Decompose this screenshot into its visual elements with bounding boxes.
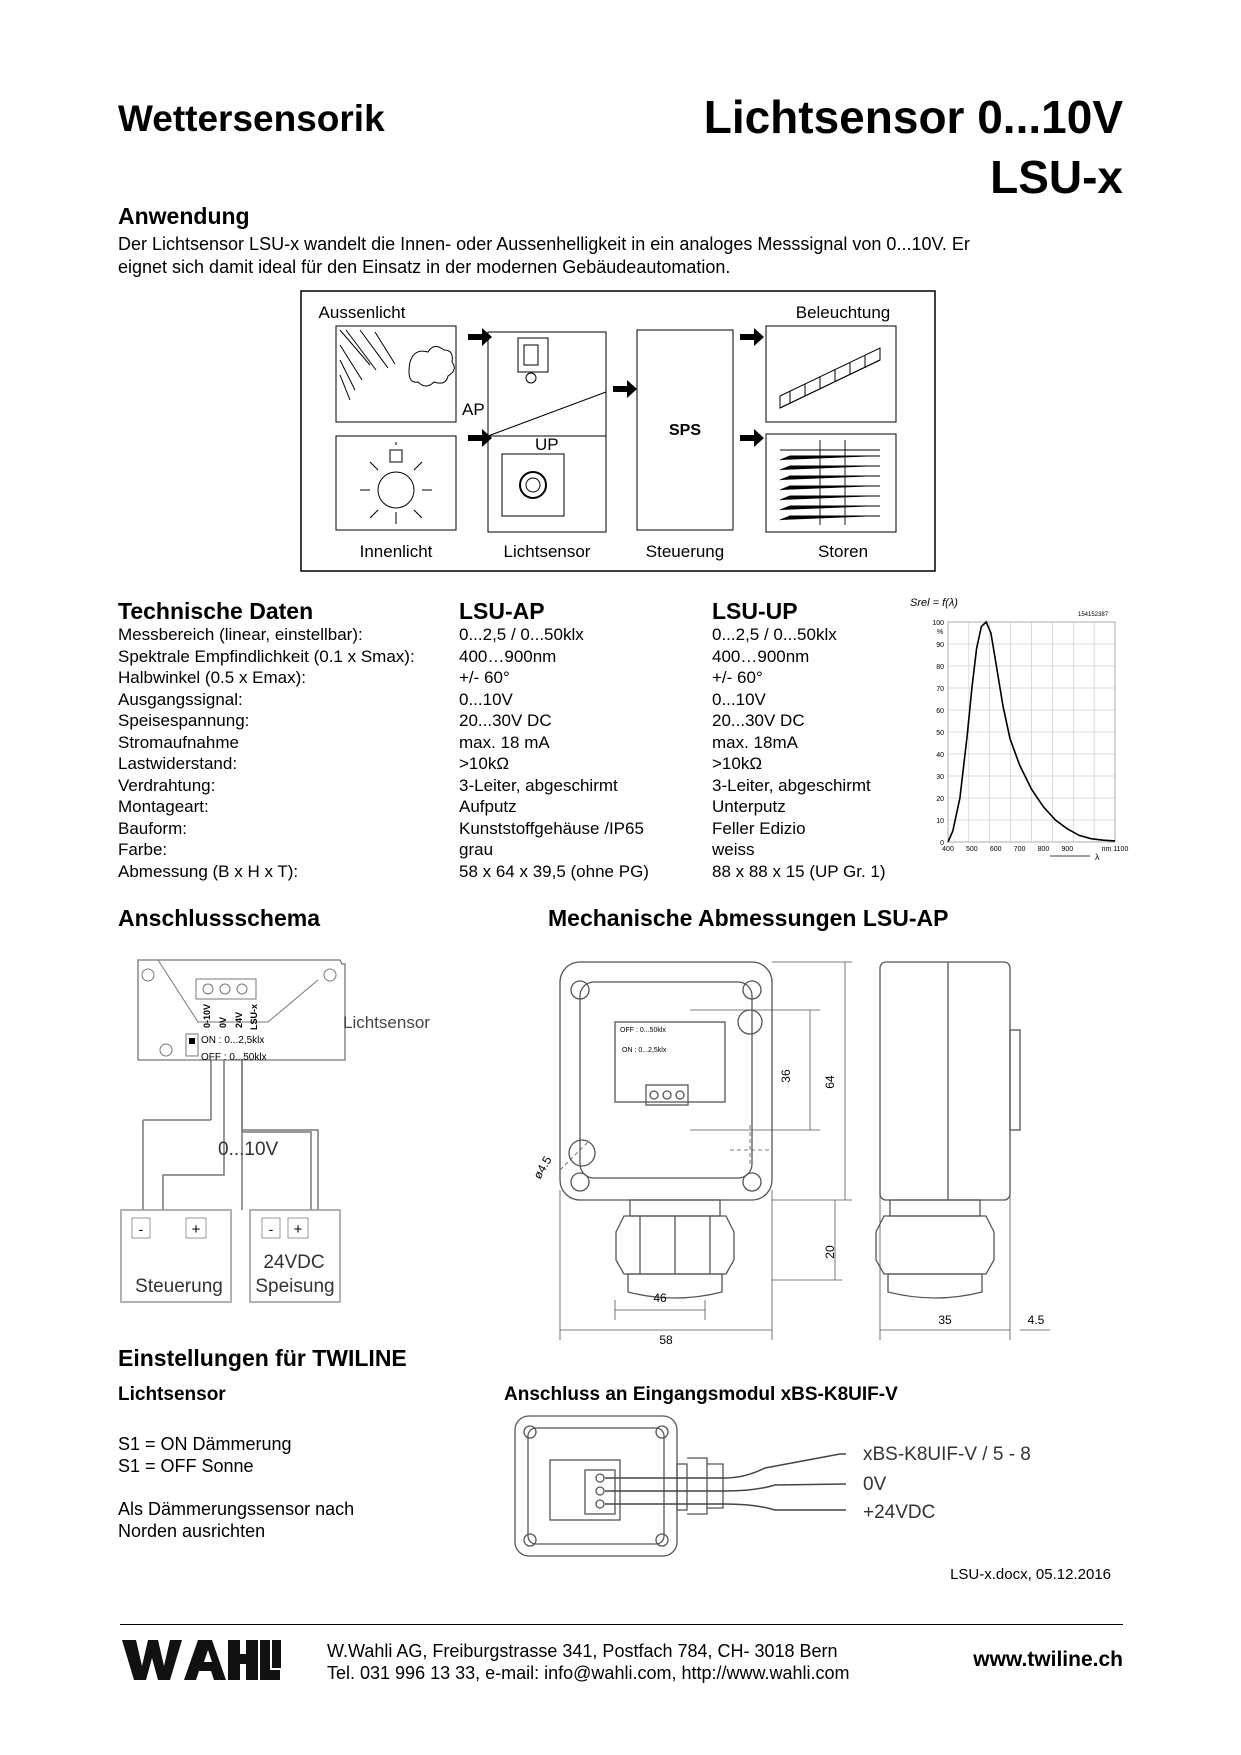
spectral-sensitivity-chart: [900, 592, 1132, 864]
tech-ap-cell: Kunststoffgehäuse /IP65: [459, 818, 644, 838]
section-title: Wettersensorik: [118, 98, 385, 139]
tech-ap-cell: >10kΩ: [459, 754, 510, 773]
spectrum-y-tick: 90: [936, 642, 944, 649]
tech-up-cell: weiss: [712, 840, 755, 859]
label-aussenlicht: Aussenlicht: [318, 303, 406, 322]
mech-on-label: ON : 0...2,5klx: [622, 1047, 667, 1054]
s1-on-text: S1 = ON Dämmerung: [118, 1434, 292, 1454]
tech-ap-cell: Aufputz: [459, 797, 517, 816]
ceiling-light-icon: [766, 326, 896, 422]
anwendung-text-1: Der Lichtsensor LSU-x wandelt die Innen- oder Aussenhelligkeit in ein analoges Messsignal von 0...10V. Er: [118, 234, 970, 254]
footer-divider: [120, 1624, 1123, 1625]
wahli-logo: [122, 1638, 282, 1682]
spectrum-x-tick: 600: [989, 846, 1002, 853]
spectrum-x-symbol: λ: [1095, 852, 1100, 862]
col-ap-heading: LSU-AP: [459, 598, 545, 624]
dim-46: 46: [653, 1291, 667, 1305]
dim-64: 64: [823, 1075, 837, 1089]
tech-up-cell: 20...30V DC: [712, 711, 805, 730]
tech-up-cell: 400…900nm: [712, 646, 810, 666]
anschluss-heading: Anschlussschema: [118, 905, 320, 931]
spectrum-code: 154152387: [1078, 612, 1109, 618]
spectrum-y-tick: 30: [936, 774, 944, 781]
terminal-label-0v: 0V: [218, 1016, 228, 1028]
tech-ap-cell: 3-Leiter, abgeschirmt: [459, 775, 618, 795]
spectrum-y-tick: 60: [936, 708, 944, 715]
label-innenlicht: Innenlicht: [359, 542, 433, 561]
label-beleuchtung: Beleuchtung: [795, 303, 891, 322]
tech-ap-cell: 0...10V: [459, 689, 513, 709]
mech-off-label: OFF : 0...50klx: [620, 1027, 666, 1034]
spectrum-y-tick: 0: [940, 840, 944, 847]
tech-up-cell: +/- 60°: [712, 668, 763, 687]
tech-up-cell: 3-Leiter, abgeschirmt: [712, 775, 871, 795]
dim-58: 58: [659, 1333, 673, 1347]
supply-voltage-label: 24VDC: [263, 1252, 325, 1273]
label-steuerung: Steuerung: [645, 542, 725, 561]
tech-up-cell: >10kΩ: [712, 754, 763, 773]
tech-label-cell: Messbereich (linear, einstellbar):: [118, 625, 363, 644]
mechanical-drawing: [520, 950, 1080, 1350]
tech-ap-cell: 0...2,5 / 0...50klx: [459, 625, 584, 644]
note-line-2: Norden ausrichten: [118, 1521, 266, 1541]
tech-ap-cell: 400…900nm: [459, 646, 557, 666]
module-line-3: +24VDC: [863, 1502, 936, 1523]
col-up-heading: LSU-UP: [712, 598, 798, 624]
note-line-1: Als Dämmerungssensor nach: [118, 1499, 355, 1519]
wiring-diagram: [118, 950, 478, 1320]
spectrum-title: Srel = f(λ): [910, 597, 958, 609]
spectrum-y-tick: 20: [936, 796, 944, 803]
twiline-sub: Lichtsensor: [118, 1384, 226, 1405]
spectrum-y-unit: %: [937, 629, 944, 636]
spectrum-x-tick: 400: [942, 846, 954, 853]
tech-up-cell: Unterputz: [712, 797, 786, 816]
label-up: UP: [535, 435, 559, 454]
product-title: Lichtsensor 0...10V: [703, 91, 1123, 143]
dim-35: 35: [938, 1313, 952, 1327]
tech-ap-cell: max. 18 mA: [459, 732, 550, 752]
tech-ap-cell: +/- 60°: [459, 668, 510, 687]
module-connection-diagram: [510, 1410, 1110, 1560]
tech-ap-cell: grau: [459, 840, 494, 859]
plus-label-1: +: [191, 1221, 201, 1238]
tech-up-cell: 0...2,5 / 0...50klx: [712, 625, 837, 644]
tech-up-cell: 0...10V: [712, 689, 766, 709]
bulb-icon: [336, 436, 456, 530]
tech-label-cell: Ausgangssignal:: [118, 689, 243, 709]
spectrum-x-tick: 500: [966, 846, 978, 853]
tech-up-cell: max. 18mA: [712, 732, 798, 752]
switch-off-label: OFF : 0...50klx: [201, 1052, 267, 1063]
tech-label-cell: Farbe:: [118, 840, 168, 859]
s1-off-text: S1 = OFF Sonne: [118, 1456, 254, 1476]
minus-label-2: -: [268, 1221, 274, 1237]
spectrum-x-tick: 900: [1061, 846, 1074, 853]
minus-label-1: -: [138, 1221, 144, 1237]
document-reference: LSU-x.docx, 05.12.2016: [950, 1566, 1111, 1583]
tech-label-cell: Bauform:: [118, 818, 187, 838]
dim-4-5: 4.5: [1027, 1313, 1045, 1327]
label-lichtsensor: Lichtsensor: [503, 542, 591, 561]
footer-address-2: Tel. 031 996 13 33, e-mail: info@wahli.com, http://www.wahli.com: [327, 1663, 850, 1683]
tech-ap-values: [459, 624, 649, 882]
tech-label-cell: Lastwiderstand:: [118, 754, 238, 773]
tech-label-cell: Halbwinkel (0.5 x Emax):: [118, 668, 307, 687]
label-ap: AP: [462, 400, 485, 419]
tech-labels: [118, 624, 415, 882]
anwendung-text-2: eignet sich damit ideal für den Einsatz in der modernen Gebäudeautomation.: [118, 257, 731, 277]
steuerung-box-label: Steuerung: [135, 1276, 223, 1297]
anwendung-heading: Anwendung: [118, 203, 250, 229]
plus-label-2: +: [293, 1221, 303, 1238]
tech-ap-cell: 58 x 64 x 39,5 (ohne PG): [459, 861, 649, 881]
tech-heading: Technische Daten: [118, 598, 314, 624]
sensor-ap-icon: [462, 332, 606, 436]
product-code: LSU-x: [990, 151, 1123, 203]
module-line-1: xBS-K8UIF-V / 5 - 8: [863, 1444, 1031, 1465]
sun-cloud-icon: [336, 326, 456, 422]
dim-36: 36: [779, 1069, 793, 1083]
spectrum-y-tick: 50: [936, 730, 944, 737]
spectrum-x-tick: 700: [1013, 846, 1026, 853]
tech-up-cell: 88 x 88 x 15 (UP Gr. 1): [712, 861, 886, 881]
signal-label: 0...10V: [218, 1139, 279, 1160]
dim-20: 20: [823, 1245, 837, 1259]
footer-address-1: W.Wahli AG, Freiburgstrasse 341, Postfach 784, CH- 3018 Bern: [327, 1641, 838, 1661]
tech-label-cell: Verdrahtung:: [118, 775, 216, 795]
tech-ap-cell: 20...30V DC: [459, 711, 552, 730]
speisung-box-label: Speisung: [255, 1276, 335, 1297]
spectrum-y-tick: 80: [936, 664, 944, 671]
spectrum-y-tick: 100: [932, 620, 944, 627]
label-sps: SPS: [668, 422, 702, 439]
tech-up-values: [712, 624, 886, 882]
tech-label-cell: Abmessung (B x H x T):: [118, 861, 299, 881]
sensor-label: Lichtsensor: [343, 1013, 430, 1032]
tech-up-cell: Feller Edizio: [712, 818, 806, 838]
blinds-icon: [766, 434, 896, 532]
spectrum-x-tick: 800: [1037, 846, 1050, 853]
mech-heading: Mechanische Abmessungen LSU-AP: [548, 905, 949, 931]
spectrum-x-tick: nm 1100: [1101, 846, 1129, 853]
switch-on-label: ON : 0...2,5klx: [201, 1035, 265, 1046]
twiline-heading: Einstellungen für TWILINE: [118, 1345, 407, 1371]
spectrum-y-tick: 10: [936, 818, 944, 825]
application-diagram: [300, 290, 936, 572]
dim-diameter: ø4.5: [530, 1153, 555, 1182]
module-heading: Anschluss an Eingangsmodul xBS-K8UIF-V: [504, 1384, 898, 1405]
tech-label-cell: Spektrale Empfindlichkeit (0.1 x Smax):: [118, 646, 415, 666]
spectrum-y-tick: 40: [936, 752, 944, 759]
label-storen: Storen: [817, 542, 869, 561]
terminal-label-24v: 24V: [234, 1011, 244, 1028]
terminal-label-lsu: LSU-x: [249, 1003, 259, 1030]
module-line-2: 0V: [863, 1474, 887, 1495]
footer-website: www.twiline.ch: [973, 1648, 1123, 1671]
spectrum-y-tick: 70: [936, 686, 944, 693]
tech-label-cell: Montageart:: [118, 797, 209, 816]
tech-label-cell: Stromaufnahme: [118, 732, 239, 752]
tech-label-cell: Speisespannung:: [118, 711, 250, 730]
terminal-label-0-10v: 0-10V: [202, 1003, 212, 1028]
